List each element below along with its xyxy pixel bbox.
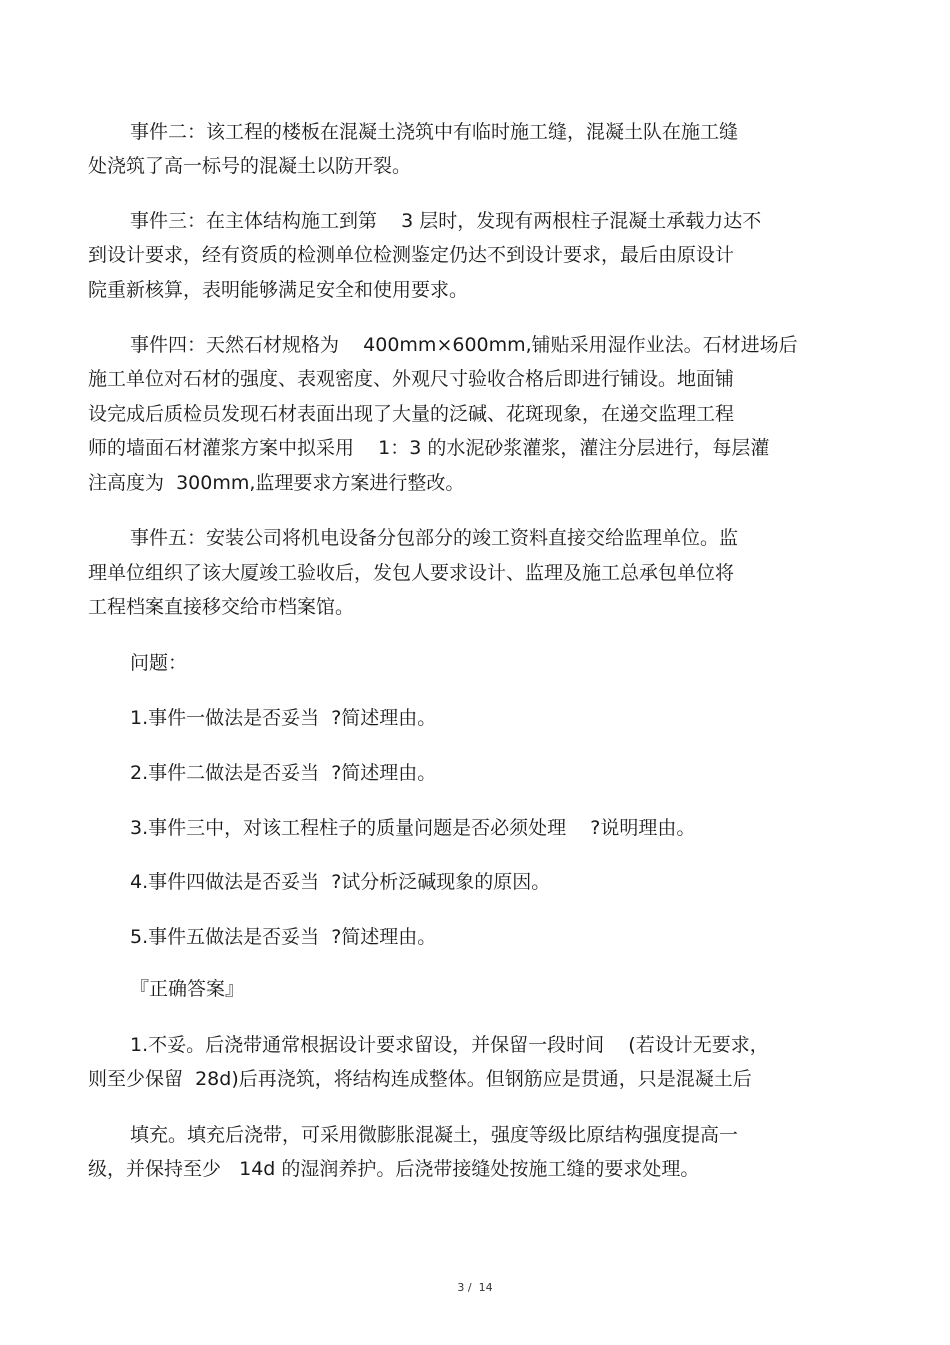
text-line: 事件五：安装公司将机电设备分包部分的竣工资料直接交给监理单位。监 [130,527,739,549]
text-line: 级，并保持至少 14d 的湿润养护。后浇带接缝处按施工缝的要求处理。 [88,1158,700,1180]
text-line: 处浇筑了高一标号的混凝土以防开裂。 [88,155,412,177]
text-line: 施工单位对石材的强度、表观密度、外观尺寸验收合格后即进行铺设。地面铺 [88,368,735,390]
text-line: 事件二：该工程的楼板在混凝土浇筑中有临时施工缝，混凝土队在施工缝 [130,121,739,143]
question-item: 1.事件一做法是否妥当 ?简述理由。 [130,707,437,729]
answer-heading: 『正确答案』 [130,978,245,1000]
question-item: 3.事件三中，对该工程柱子的质量问题是否必须处理 ?说明理由。 [130,817,696,839]
text-line: 注高度为 300mm,监理要求方案进行整改。 [88,472,465,494]
question-item: 4.事件四做法是否妥当 ?试分析泛碱现象的原因。 [130,871,551,893]
page-indicator: 3 / 14 [457,1281,493,1294]
text-line: 院重新核算，表明能够满足安全和使用要求。 [88,279,469,301]
question-item: 5.事件五做法是否妥当 ?简述理由。 [130,926,437,948]
text-line: 事件四：天然石材规格为 400mm×600mm,铺贴采用湿作业法。石材进场后 [130,334,798,356]
text-line: 则至少保留 28d)后再浇筑，将结构连成整体。但钢筋应是贯通，只是混凝土后 [88,1068,752,1090]
text-line: 填充。填充后浇带，可采用微膨胀混凝土，强度等级比原结构强度提高一 [130,1124,739,1146]
text-line: 理单位组织了该大厦竣工验收后，发包人要求设计、监理及施工总承包单位将 [88,562,735,584]
text-line: 师的墙面石材灌浆方案中拟采用 1：3 的水泥砂浆灌浆，灌注分层进行，每层灌 [88,437,770,459]
questions-heading: 问题： [130,652,188,674]
text-line: 1.不妥。后浇带通常根据设计要求留设，并保留一段时间 (若设计无要求， [130,1034,769,1056]
text-line: 设完成后质检员发现石材表面出现了大量的泛碱、花斑现象，在递交监理工程 [88,403,735,425]
text-line: 到设计要求，经有资质的检测单位检测鉴定仍达不到设计要求，最后由原设计 [88,244,735,266]
text-line: 事件三：在主体结构施工到第 3 层时，发现有两根柱子混凝土承载力达不 [130,210,762,232]
question-item: 2.事件二做法是否妥当 ?简述理由。 [130,762,437,784]
text-line: 工程档案直接移交给市档案馆。 [88,596,355,618]
